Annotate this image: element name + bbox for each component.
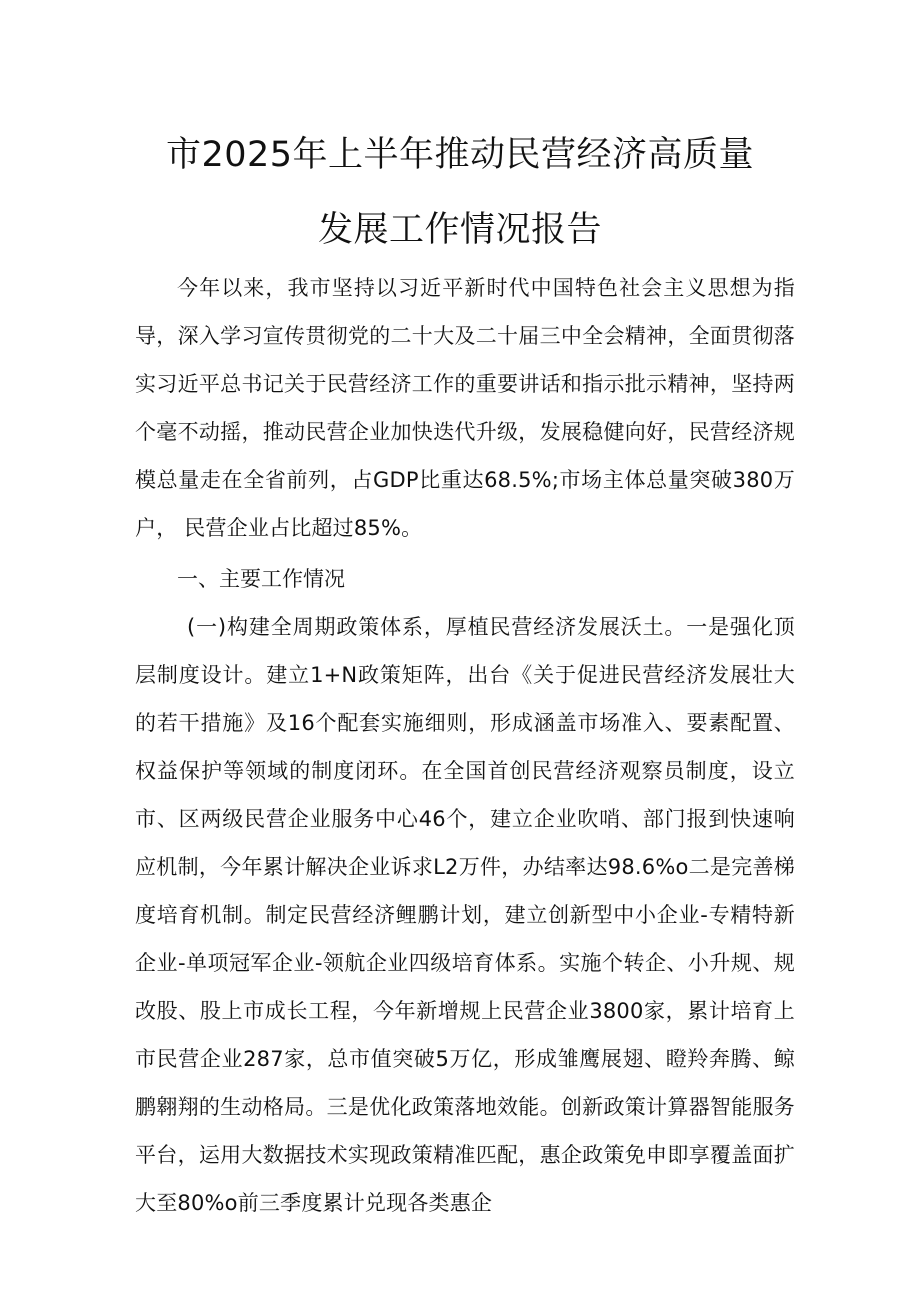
intro-paragraph: 今年以来，我市坚持以习近平新时代中国特色社会主义思想为指导，深入学习宣传贯彻党的二十大及二十届三中全会精神，全面贯彻落实习近平总书记关于民营经济工作的重要讲话和指示批示精神，坚持两个毫不动摇，推动民营企业加快迭代升级，发展稳健向好，民营经济规模总量走在全省前列，占GDP比重达68.5%;市场主体总量突破380万户， 民营企业占比超过85%。: [135, 276, 795, 540]
section-heading-main-work: 一、主要工作情况: [177, 567, 345, 591]
report-title-line-2: 发展工作情况报告: [317, 210, 602, 250]
report-title-line-1: 市2025年上半年推动民营经济高质量: [165, 135, 755, 175]
policy-system-paragraph: (一)构建全周期政策体系，厚植民营经济发展沃土。一是强化顶层制度设计。建立1+N政策矩阵，出台《关于促进民营经济发展壮大的若干措施》及16个配套实施细则，形成涵盖市场准入、要素配置、权益保护等领域的制度闭环。在全国首创民营经济观察员制度，设立市、区两级民营企业服务中心46个，建立企业吹哨、部门报到快速响应机制，今年累计解决企业诉求L2万件，办结率达98.6%o二是完善梯度培育机制。制定民营经济鲤鹏计划，建立创新型中小企业-专精特新企业-单项冠军企业-领航企业四级培育体系。实施个转企、小升规、规改股、股上市成长工程，今年新增规上民营企业3800家，累计培育上市民营企业287家，总市值突破5万亿，形成雏鹰展翅、瞪羚奔腾、鲸鹏翱翔的生动格局。三是优化政策落地效能。创新政策计算器智能服务平台，运用大数据技术实现政策精准匹配，惠企政策免申即享覆盖面扩大至80%o前三季度累计兑现各类惠企: [135, 615, 795, 1215]
